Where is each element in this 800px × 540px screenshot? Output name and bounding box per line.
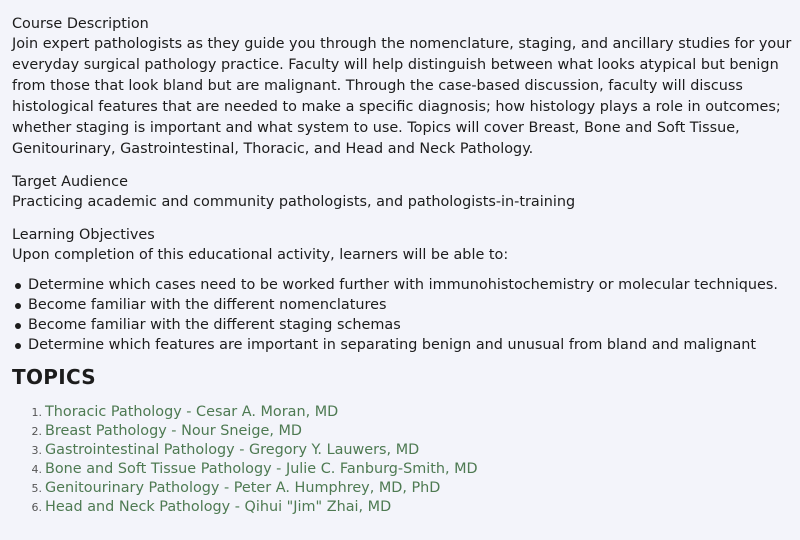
topics-heading: TOPICS	[12, 365, 96, 389]
topic-item	[12, 479, 792, 498]
topic-item	[12, 498, 792, 517]
objective-item: Become familiar with the different nomenclatures	[12, 295, 792, 315]
topic-link-thoracic[interactable]: Thoracic Pathology - Cesar A. Moran, MD	[45, 404, 339, 420]
topic-link-genitourinary[interactable]: Genitourinary Pathology - Peter A. Humphrey, MD, PhD	[45, 480, 441, 496]
target-audience-text: Practicing academic and community pathologists, and pathologists-in-training	[12, 194, 576, 210]
course-info	[12, 14, 792, 517]
objective-item: Determine which features are important in separating benign and unusual from bland and malignant	[12, 335, 792, 355]
topic-number: 6.	[31, 501, 42, 514]
target-audience-section	[12, 172, 792, 213]
topics-list	[12, 403, 792, 517]
topic-item	[12, 441, 792, 460]
topic-item	[12, 422, 792, 441]
objective-item: Determine which cases need to be worked further with immunohistochemistry or molecular techniques.	[12, 275, 792, 295]
topic-link-breast[interactable]: Breast Pathology - Nour Sneige, MD	[45, 423, 302, 439]
topic-link-bone-soft-tissue[interactable]: Bone and Soft Tissue Pathology - Julie C. Fanburg-Smith, MD	[45, 461, 478, 477]
course-description-heading: Course Description	[12, 16, 149, 32]
objective-item: Become familiar with the different staging schemas	[12, 315, 792, 335]
topic-link-gastrointestinal[interactable]: Gastrointestinal Pathology - Gregory Y. Lauwers, MD	[45, 442, 420, 458]
topic-item	[12, 403, 792, 422]
topic-number: 3.	[31, 444, 42, 457]
learning-objectives-heading: Learning Objectives	[12, 227, 155, 243]
course-description-section	[12, 14, 792, 160]
topic-number: 4.	[31, 463, 42, 476]
topic-number: 5.	[31, 482, 42, 495]
topic-item	[12, 460, 792, 479]
topic-number: 1.	[31, 406, 42, 419]
learning-objectives-section	[12, 225, 792, 355]
topic-number: 2.	[31, 425, 42, 438]
learning-objectives-list	[12, 275, 792, 355]
topic-link-head-neck[interactable]: Head and Neck Pathology - Qihui "Jim" Zhai, MD	[45, 499, 392, 515]
target-audience-heading: Target Audience	[12, 174, 128, 190]
course-description-text: Join expert pathologists as they guide you through the nomenclature, staging, and ancillary studies for your everyday surgical pathology practice. Faculty will help distinguish between what looks atypical but benign from those that look bland but are malignant. Through the case-based discussion, faculty will discuss histological features that are needed to make a specific diagnosis; how histology plays a role in outcomes; whether staging is important and what system to use. Topics will cover Breast, Bone and Soft Tissue, Genitourinary, Gastrointestinal, Thoracic, and Head and Neck Pathology.	[12, 36, 792, 157]
learning-objectives-intro: Upon completion of this educational activity, learners will be able to:	[12, 247, 509, 263]
